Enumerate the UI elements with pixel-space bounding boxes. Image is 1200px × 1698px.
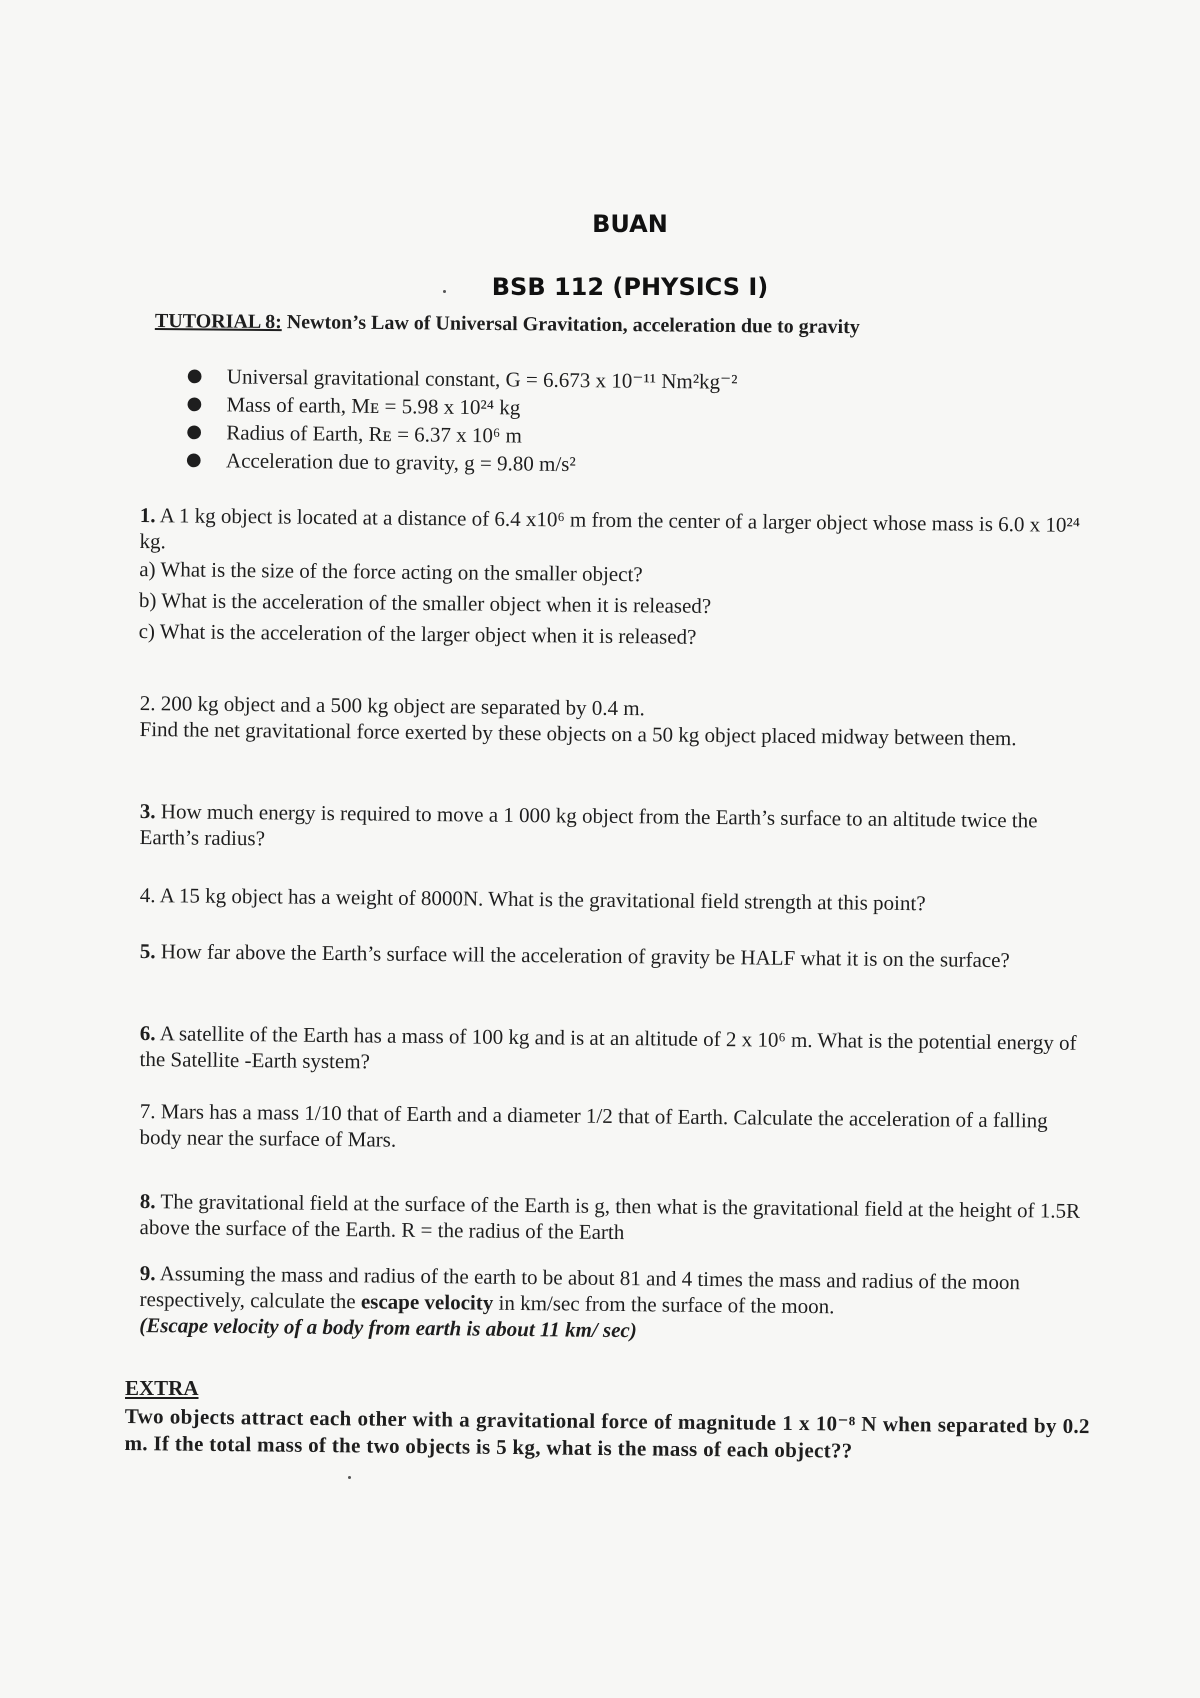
question-number: 2. <box>139 690 156 716</box>
question-text: Mars has a mass 1/10 that of Earth and a diameter 1/2 that of Earth. Calculate the acceleration of a falling body near the surface of Mars. <box>139 1099 1048 1152</box>
question-6 <box>139 1020 1094 1082</box>
question-number: 5. <box>139 938 156 964</box>
question-text: The gravitational field at the surface of the Earth is g, then what is the gravitational field at the height of 1.5R above the surface of the Earth. R = the radius of the Earth <box>139 1189 1081 1245</box>
question-number: 8. <box>139 1189 156 1214</box>
question-4 <box>140 882 1095 918</box>
question-3 <box>139 798 1094 860</box>
constants-list <box>186 362 738 480</box>
question-text: 200 kg object and a 500 kg object are separated by 0.4 m. <box>160 691 645 721</box>
course-heading: BSB 112 (PHYSICS I) <box>491 273 769 301</box>
constant-item <box>186 446 737 480</box>
question-part-b: b) What is the acceleration of the smaller object when it is released? <box>138 587 712 618</box>
question-part-a: a) What is the size of the force acting on the smaller object? <box>139 556 643 587</box>
question-text: A 1 kg object is located at a distance of 6.4 x10⁶ m from the center of a larger object whose mass is 6.0 x 10²⁴ kg. <box>139 503 1081 554</box>
constant-text: Universal gravitational constant, G = 6.673 x 10⁻¹¹ Nm²kg⁻² <box>226 364 738 394</box>
question-number: 4. <box>139 882 156 908</box>
question-7 <box>139 1098 1094 1160</box>
tutorial-title <box>155 310 860 339</box>
constant-text: Radius of Earth, Rᴇ = 6.37 x 10⁶ m <box>226 420 523 448</box>
bullet-icon: ● <box>186 392 203 415</box>
tutorial-label: TUTORIAL 8: <box>154 310 282 334</box>
question-number: 7. <box>139 1099 156 1124</box>
bullet-icon: ● <box>186 364 203 387</box>
question-text-continued: Find the net gravitational force exerted by these objects on a 50 kg object placed midway between them. <box>139 716 1017 751</box>
question-number: 6. <box>139 1020 156 1046</box>
scan-speck <box>348 1476 351 1479</box>
bullet-icon: ● <box>186 420 203 443</box>
extra-question: Two objects attract each other with a gravitational force of magnitude 1 x 10⁻⁸ N when separated by 0.2 m. If the total mass of the two objects is 5 kg, what is the mass of each object?? <box>124 1404 1090 1463</box>
question-text: How much energy is required to move a 1 000 kg object from the Earth’s surface to an altitude twice the Earth’s radius? <box>139 799 1038 851</box>
question-text: Assuming the mass and radius of the earth to be about 81 and 4 times the mass and radius of the moon respectively, calculate the <box>139 1261 1021 1314</box>
question-text: A satellite of the Earth has a mass of 100 kg and is at an altitude of 2 x 10⁶ m. What is the potential energy of the Satellite -Earth system? <box>139 1021 1077 1074</box>
constant-text: Acceleration due to gravity, g = 9.80 m/s² <box>225 448 576 477</box>
question-number: 1. <box>139 502 156 528</box>
question-number: 9. <box>139 1261 156 1286</box>
escape-velocity-term: escape velocity <box>360 1289 494 1315</box>
scan-speck <box>443 290 446 293</box>
question-note: (Escape velocity of a body from earth is about 11 km/ sec) <box>139 1312 637 1343</box>
question-part-c: c) What is the acceleration of the larger object when it is released? <box>138 618 697 649</box>
question-9 <box>139 1260 1095 1348</box>
extra-heading: EXTRA <box>125 1376 199 1400</box>
institution-heading: BUAN <box>592 210 668 238</box>
question-2 <box>139 690 1094 752</box>
tutorial-topic: Newton’s Law of Universal Gravitation, acceleration due to gravity <box>286 311 860 339</box>
question-5 <box>140 938 1095 974</box>
question-text-end: in km/sec from the surface of the moon. <box>498 1290 835 1319</box>
constant-text: Mass of earth, Mᴇ = 5.98 x 10²⁴ kg <box>226 392 521 420</box>
question-text: How far above the Earth’s surface will the acceleration of gravity be HALF what it is on the surface? <box>160 939 1010 973</box>
question-text: A 15 kg object has a weight of 8000N. What is the gravitational field strength at this point? <box>159 883 926 916</box>
question-1 <box>138 502 1094 657</box>
question-8 <box>139 1188 1094 1250</box>
bullet-icon: ● <box>185 448 202 471</box>
question-number: 3. <box>139 798 156 824</box>
